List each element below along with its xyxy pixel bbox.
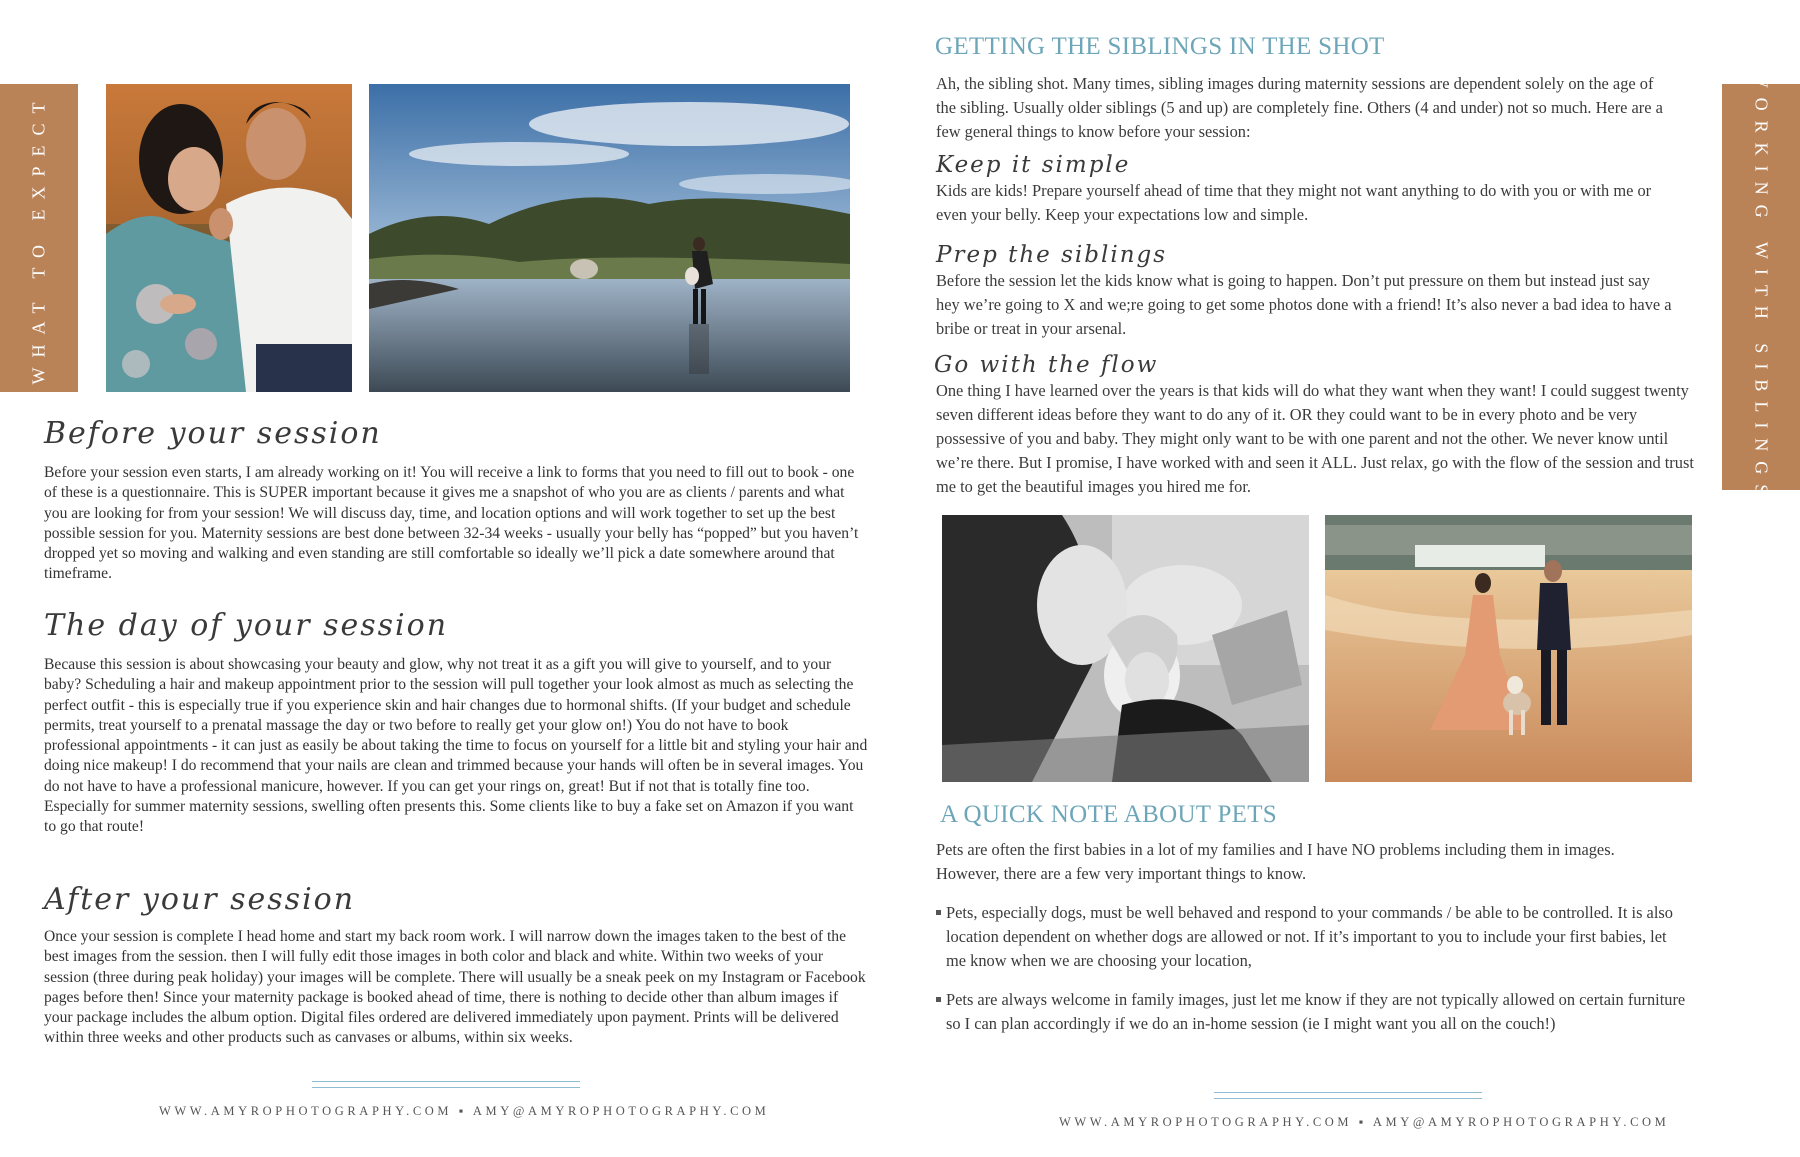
bullet-dot: [936, 997, 941, 1002]
pets-beach-photo: [1325, 515, 1692, 782]
pets-bullet-text: Pets, especially dogs, must be well behaved and respond to your commands / be able to be controlled. It is also location dependent on whether dogs are allowed or not. If it’s important to you to include your first babies, let me know when we are choosing your location,: [946, 903, 1673, 970]
section-body-after: Once your session is complete I head home and start my back room work. I will narrow down the images taken to the best of the best images from the session. then I will fully edit those images in both color and black and white. Within two weeks of your session (three during peak holiday) your images will be complete. There will usually be a sneak peek on my Instagram or Facebook pages before then! Since your maternity package is booked ahead of time, there is nothing to decide other than album images if your package includes the album option. Digital files ordered are delivered immediately upon payment. Prints will be delivered within three weeks and other products such as canvases or albums, within six weeks.: [44, 928, 866, 1047]
tip-body-prep-siblings: Before the session let the kids know what is going to happen. Don’t put pressure on them but instead just say hey we’re going to X and we;re going to get some photos done with a friend! It’s also never a bad idea to have a bribe or treat in your arsenal.: [936, 271, 1672, 338]
pets-bullet: [936, 988, 1686, 1036]
section-body-before: Before your session even starts, I am already working on it! You will receive a link to forms that you need to fill out to book - one of these is a questionnaire. This is SUPER important because it gives me a snapshot of who you are as clients / parents and what you are looking for from your session! We will discuss day, time, and location options and will work together to set up the best possible session for you. Maternity sessions are best done between 32-34 weeks - usually your belly has “popped” but you haven’t dropped yet so moving and walking and even standing are still comfortable so ideally we’ll pick a date somewhere around that timeframe.: [44, 464, 859, 583]
footer-contact-right: WWW.AMYROPHOTOGRAPHY.COM ▪ AMY@AMYROPHOTOGRAPHY.COM: [1059, 1115, 1670, 1129]
section-heading-after: After your session: [44, 882, 356, 917]
footer-divider-left: [312, 1081, 580, 1088]
pets-bullet: [936, 901, 1686, 973]
pets-intro: Pets are often the first babies in a lot of my families and I have NO problems including them in images. However, there are a few very important things to know.: [936, 840, 1615, 883]
section-body-day-of: Because this session is about showcasing your beauty and glow, why not treat it as a gift you will give to yourself, and to your baby? Scheduling a hair and makeup appointment prior to the session will pull together your look almost as much as selecting the perfect outfit - this is especially true if you experience skin and hair changes due to hormonal shifts. (If your budget and schedule permits, treat yourself to a prenatal massage the day or two before to really get your glow on!) You do not have to book professional appointments - it can just as easily be about taking the time to focus on yourself for a little bit and styling your hair and doing nice makeup! I do recommend that your nails are clean and trimmed because your hands will often be in several images. You do not have to have a professional manicure, however. If you can get your rings on, great! But if not that is totally fine too. Especially for summer maternity sessions, swelling often presents this. Some clients like to buy a fake set on Amazon if you want to go that route!: [44, 656, 868, 836]
section-heading-day-of: The day of your session: [44, 608, 449, 643]
tip-body-go-with-flow: One thing I have learned over the years is that kids will do what they want when they want! I could suggest twenty seven different ideas before they want to do any of it. OR they could want to be in every photo and be very possessive of you and baby. They might only want to be with one parent and not the other. We never know until we’re there. But I promise, I have worked with and seen it ALL. Just relax, go with the flow of the session and trust me to get the beautiful images you hired me for.: [936, 381, 1694, 496]
footer-divider-right: [1214, 1092, 1482, 1099]
tip-heading-keep-simple: Keep it simple: [936, 152, 1131, 178]
section-heading-before: Before your session: [44, 416, 382, 451]
pets-title: A QUICK NOTE ABOUT PETS: [940, 801, 1278, 828]
bullet-dot: [936, 910, 941, 915]
side-tab-working-with-siblings: [1722, 70, 1800, 504]
footer-contact-left: WWW.AMYROPHOTOGRAPHY.COM ▪ AMY@AMYROPHOTOGRAPHY.COM: [159, 1104, 770, 1118]
tip-heading-go-with-flow: Go with the flow: [934, 352, 1159, 378]
side-tab-what-to-expect: [0, 84, 78, 392]
sibling-bw-photo: [942, 515, 1309, 782]
tip-body-keep-simple: Kids are kids! Prepare yourself ahead of time that they might not want anything to do with you or with me or even your belly. Keep your expectations low and simple.: [936, 181, 1652, 224]
siblings-title: GETTING THE SIBLINGS IN THE SHOT: [935, 33, 1385, 60]
tip-heading-prep-siblings: Prep the siblings: [936, 242, 1168, 268]
siblings-intro: Ah, the sibling shot. Many times, sibling images during maternity sessions are dependent solely on the age of the sibling. Usually older siblings (5 and up) are completely fine. Others (4 and under) not so much. Here are a few general things to know before your session:: [936, 74, 1663, 141]
couple-photo: [106, 84, 352, 392]
beach-photo: [369, 84, 850, 392]
pets-bullet-text: Pets are always welcome in family images, just let me know if they are not typically allowed on certain furniture so I can plan accordingly if we do an in-home session (ie I might want you all on the couch!): [946, 990, 1686, 1033]
side-tab-label: WORKING WITH SIBLINGS: [1751, 70, 1772, 504]
side-tab-label: WHAT TO EXPECT: [28, 91, 49, 385]
